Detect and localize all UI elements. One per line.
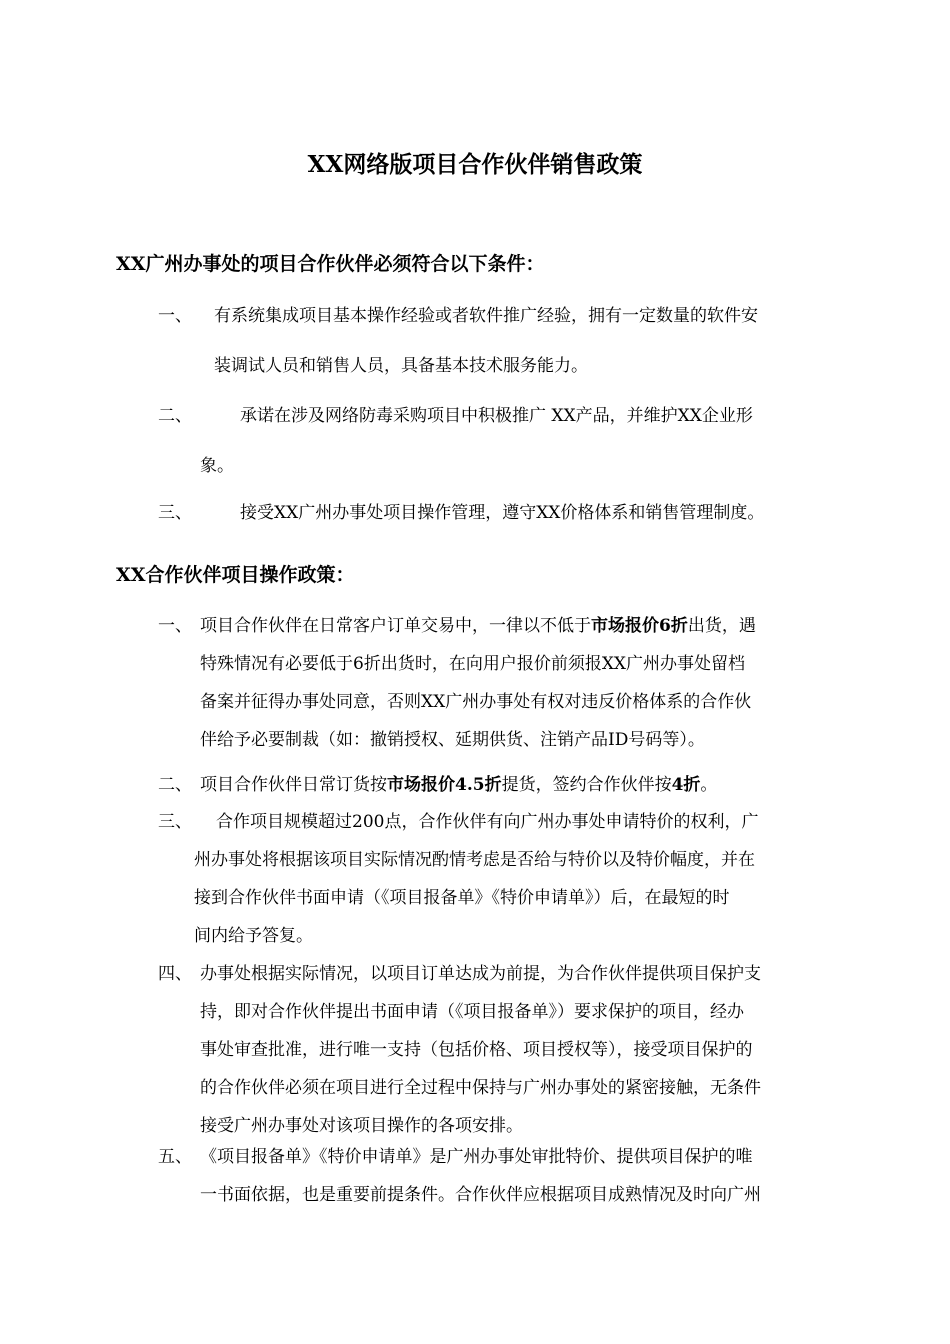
item-text-line: 象。 <box>200 456 234 476</box>
document-title: XX网络版项目合作伙伴销售政策 <box>307 151 643 178</box>
item-text-line: 备案并征得办事处同意，否则XX广州办事处有权对违反价格体系的合作伙 <box>200 692 752 712</box>
item-number: 三、 <box>158 812 192 832</box>
item-number: 一、 <box>158 306 192 326</box>
bold-discount-text: 市场报价6折 <box>591 616 688 636</box>
item-number: 二、 <box>158 775 192 795</box>
item-number: 五、 <box>158 1147 192 1167</box>
item-text-line: 间内给予答复。 <box>194 926 313 946</box>
item-text-line: 的合作伙伴必须在项目进行全过程中保持与广州办事处的紧密接触，无条件 <box>200 1078 761 1098</box>
bold-discount-text: 市场报价4.5折 <box>387 775 502 795</box>
text-segment: 。 <box>700 775 718 795</box>
item-number: 四、 <box>158 964 192 984</box>
item-text-line: 有系统集成项目基本操作经验或者软件推广经验，拥有一定数量的软件安 <box>214 306 758 326</box>
item-text-line: 接到合作伙伴书面申请（《项目报备单》《特价申请单》）后，在最短的时 <box>194 888 730 908</box>
item-text-line: 合作项目规模超过200点，合作伙伴有向广州办事处申请特价的权利，广 <box>216 812 759 832</box>
item-text-line: 接受XX广州办事处项目操作管理，遵守XX价格体系和销售管理制度。 <box>240 503 765 523</box>
item-text-line: 伴给予必要制裁（如：撤销授权、延期供货、注销产品ID号码等）。 <box>200 730 705 750</box>
section-heading-policy: XX合作伙伴项目操作政策： <box>116 564 355 586</box>
section-heading-conditions: XX广州办事处的项目合作伙伴必须符合以下条件： <box>116 253 545 275</box>
item-number: 二、 <box>158 406 192 426</box>
text-segment: 出货，遇 <box>687 616 756 636</box>
bold-discount-text: 4折 <box>671 775 701 795</box>
item-number: 一、 <box>158 616 192 636</box>
item-text-line: 特殊情况有必要低于6折出货时，在向用户报价前须报XX广州办事处留档 <box>200 654 746 674</box>
item-text-line: 装调试人员和销售人员，具备基本技术服务能力。 <box>214 356 588 376</box>
item-text-line <box>200 611 756 636</box>
item-text-line: 一书面依据，也是重要前提条件。合作伙伴应根据项目成熟情况及时向广州 <box>200 1185 761 1205</box>
item-number: 三、 <box>158 503 192 523</box>
text-segment: 项目合作伙伴在日常客户订单交易中，一律以不低于 <box>200 616 591 636</box>
item-text-line: 持，即对合作伙伴提出书面申请（《项目报备单》）要求保护的项目，经办 <box>200 1002 744 1022</box>
item-text-line: 事处审查批准，进行唯一支持（包括价格、项目授权等），接受项目保护的 <box>200 1040 753 1060</box>
item-text-line: 办事处根据实际情况，以项目订单达成为前提，为合作伙伴提供项目保护支 <box>200 964 761 984</box>
text-segment: 提货，签约合作伙伴按 <box>501 775 672 795</box>
item-text-line: 承诺在涉及网络防毒采购项目中积极推广 XX产品，并维护XX企业形 <box>240 406 753 426</box>
text-segment: 项目合作伙伴日常订货按 <box>200 775 387 795</box>
item-text-line <box>200 770 717 795</box>
item-text-line: 《项目报备单》《特价申请单》是广州办事处审批特价、提供项目保护的唯 <box>200 1147 753 1167</box>
item-text-line: 接受广州办事处对该项目操作的各项安排。 <box>200 1116 523 1136</box>
item-text-line: 州办事处将根据该项目实际情况酌情考虑是否给与特价以及特价幅度，并在 <box>194 850 755 870</box>
